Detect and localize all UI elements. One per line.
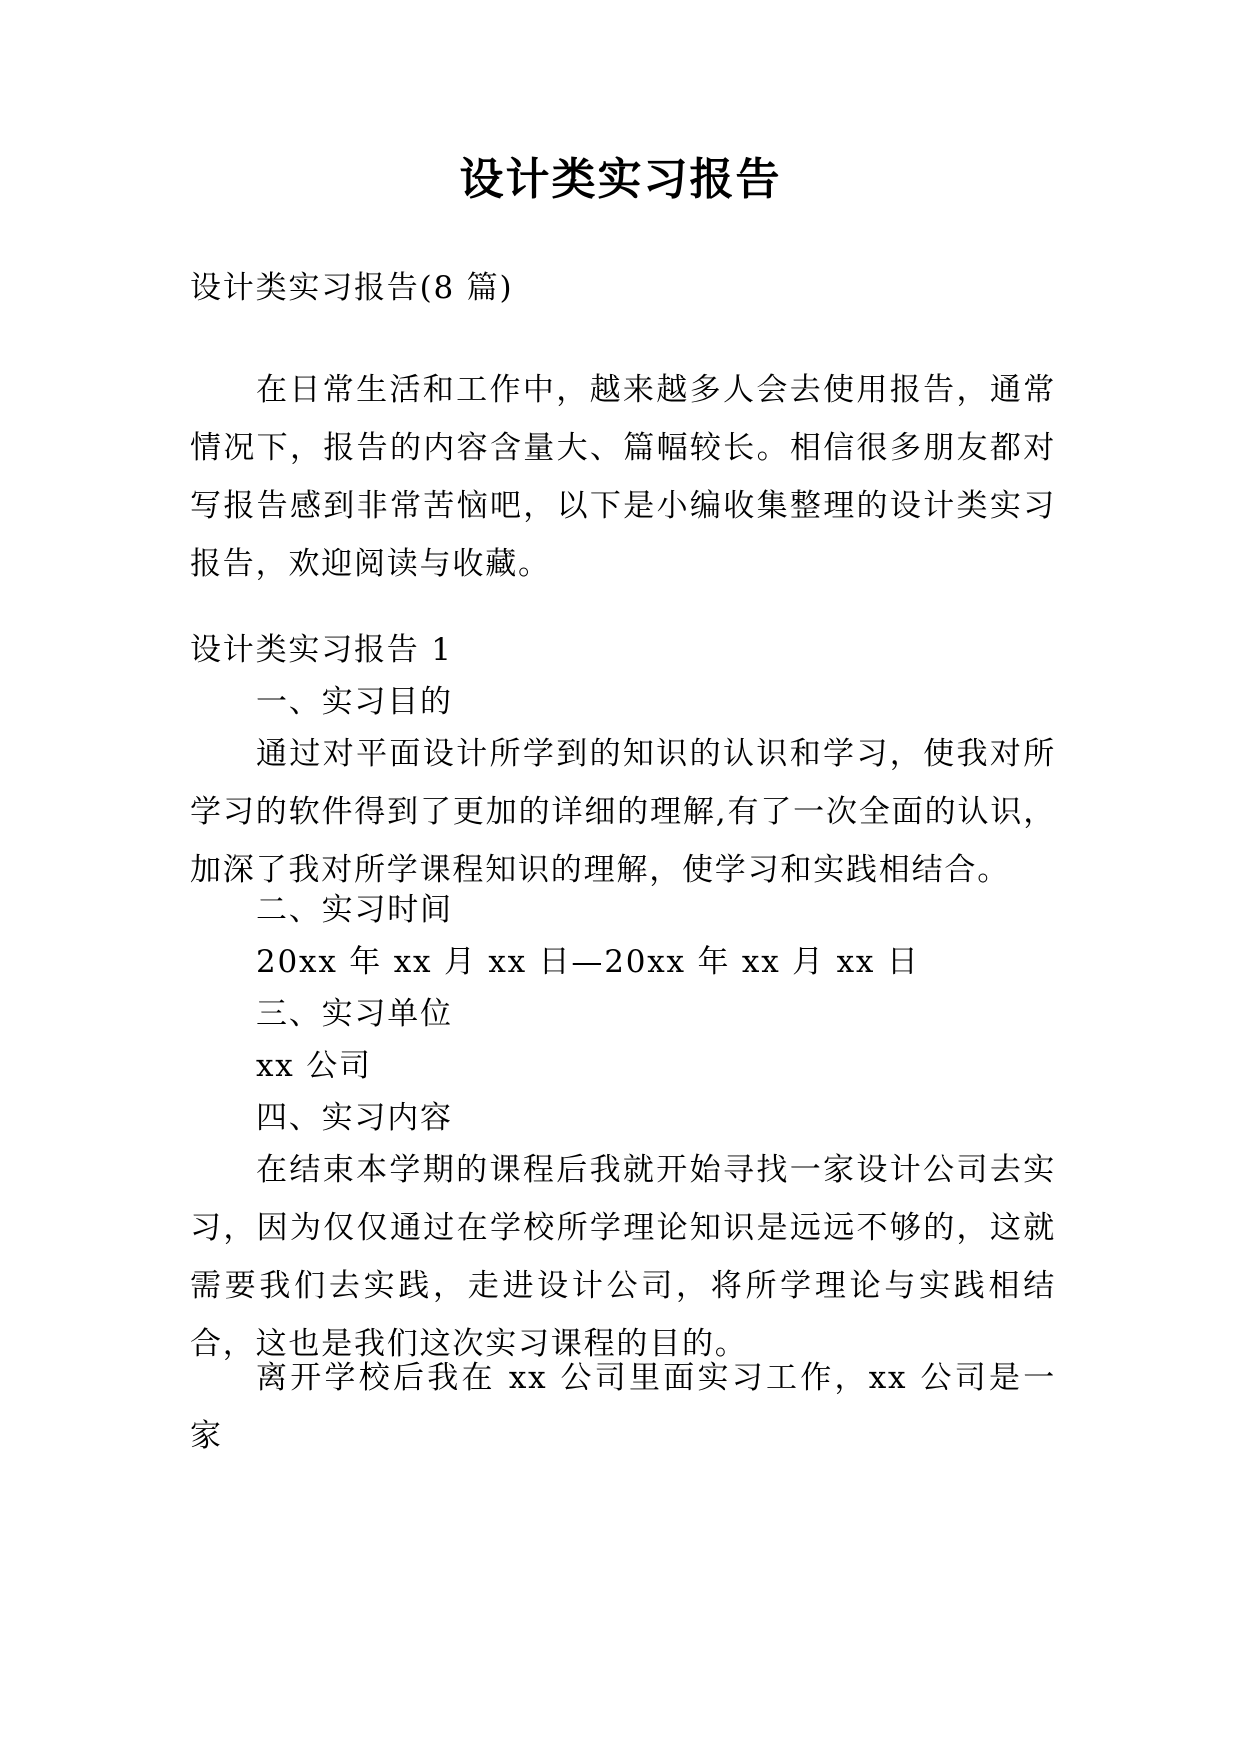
unit-text: xx 公司 (256, 1048, 372, 1084)
time-text: 20xx 年 xx 月 xx 日—20xx 年 xx 月 xx 日 (256, 944, 920, 980)
unit-heading: 三、实习单位 (256, 996, 453, 1032)
section-heading: 设计类实习报告 1 (190, 632, 453, 668)
content-paragraph: 在结束本学期的课程后我就开始寻找一家设计公司去实习，因为仅仅通过在学校所学理论知识是远远不够的，这就需要我们去实践，走进设计公司，将所学理论与实践相结合，这也是我们这次实习课程的目的。 (190, 1152, 1056, 1362)
purpose-heading: 一、实习目的 (256, 684, 453, 720)
content-paragraph-continued: 离开学校后我在 xx 公司里面实习工作，xx 公司是一家 (190, 1360, 1056, 1454)
intro-paragraph: 在日常生活和工作中，越来越多人会去使用报告，通常情况下，报告的内容含量大、篇幅较长。相信很多朋友都对写报告感到非常苦恼吧，以下是小编收集整理的设计类实习报告，欢迎阅读与收藏。 (190, 372, 1056, 582)
purpose-paragraph: 通过对平面设计所学到的知识的认识和学习，使我对所学习的软件得到了更加的详细的理解,有了一次全面的认识，加深了我对所学课程知识的理解，使学习和实践相结合。 (190, 736, 1056, 888)
document-title: 设计类实习报告 (459, 154, 782, 205)
document-subtitle: 设计类实习报告(8 篇) (190, 270, 514, 306)
content-heading: 四、实习内容 (256, 1100, 453, 1136)
time-heading: 二、实习时间 (256, 892, 453, 928)
